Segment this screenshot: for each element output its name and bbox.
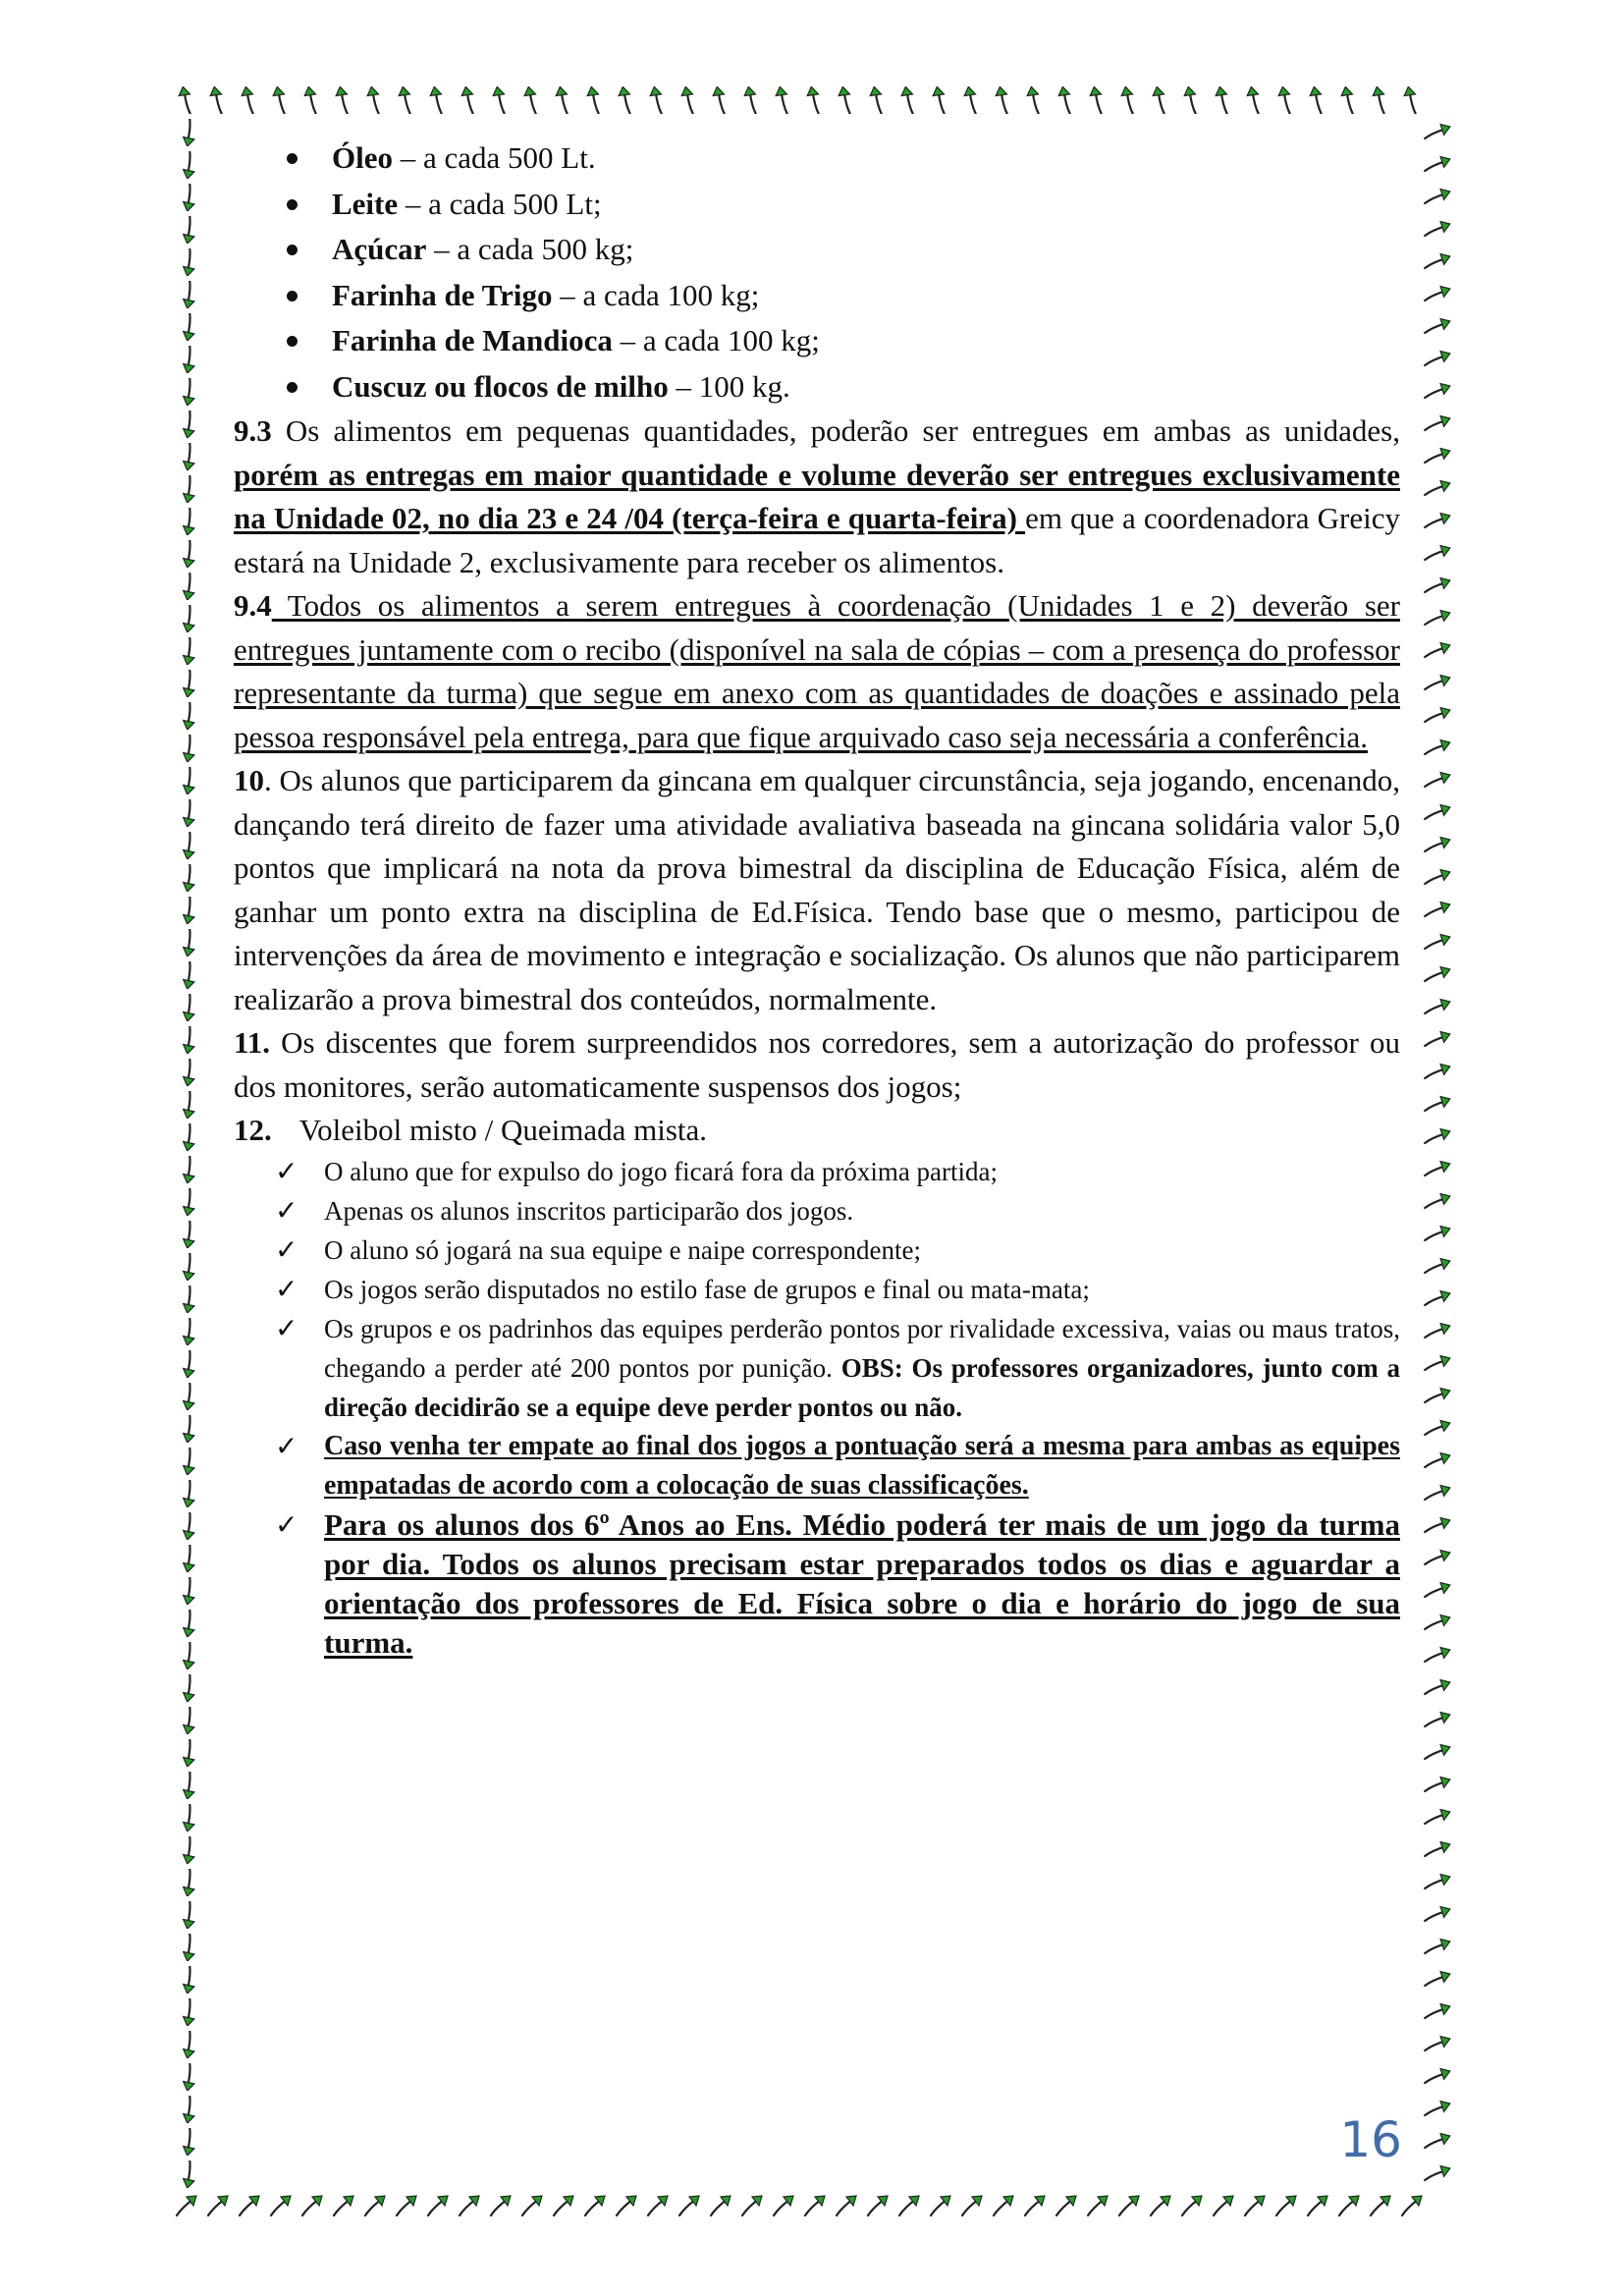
border-arrow-icon xyxy=(1424,994,1451,1021)
border-arrow-icon xyxy=(1424,475,1451,503)
border-arrow-icon xyxy=(487,86,514,114)
check-icon: ✓ xyxy=(275,1508,298,1541)
border-arrow-icon xyxy=(175,2031,202,2058)
border-arrow-icon xyxy=(175,1221,202,1248)
border-arrow-icon xyxy=(770,86,797,114)
food-quantity: – a cada 100 kg; xyxy=(612,323,820,357)
border-arrow-icon xyxy=(1424,605,1451,632)
section-emphasis: porém as entregas em maior quantidade e volume deverão ser entregues exclusivamente na Unidade 02, no dia 23 e 24 /04 (terça-feira e quarta-feira) xyxy=(234,457,1400,535)
border-arrow-icon xyxy=(456,86,483,114)
border-arrow-icon xyxy=(1424,832,1451,859)
border-arrow-icon xyxy=(1424,281,1451,308)
border-arrow-icon xyxy=(175,961,202,989)
bullet-icon xyxy=(287,153,298,164)
border-arrow-icon xyxy=(1335,86,1363,114)
section-11 xyxy=(234,1021,1400,1109)
border-arrow-icon xyxy=(1424,1869,1451,1896)
border-arrow-icon xyxy=(581,86,609,114)
border-arrow-icon xyxy=(175,1253,202,1281)
rule-text: Apenas os alunos inscritos participarão dos jogos. xyxy=(324,1196,854,1226)
border-arrow-icon xyxy=(361,86,389,114)
border-arrow-icon xyxy=(173,86,200,114)
border-arrow-icon xyxy=(1210,86,1237,114)
border-arrow-icon xyxy=(1424,2063,1451,2091)
border-arrow-icon xyxy=(613,2192,640,2219)
border-arrow-icon xyxy=(1241,2192,1269,2219)
border-arrow-icon xyxy=(175,1836,202,1864)
border-arrow-icon xyxy=(1424,1188,1451,1216)
border-arrow-icon xyxy=(676,86,703,114)
border-arrow-icon xyxy=(833,86,860,114)
border-arrow-icon xyxy=(1115,2192,1143,2219)
border-arrow-icon xyxy=(644,2192,672,2219)
section-text: Os alimentos em pequenas quantidades, poderão ser entregues em ambas as unidades, xyxy=(271,413,1400,448)
border-arrow-icon xyxy=(1424,961,1451,989)
border-arrow-icon xyxy=(173,2192,200,2219)
border-arrow-icon xyxy=(864,86,892,114)
border-arrow-icon xyxy=(1424,1545,1451,1572)
border-arrow-icon xyxy=(298,2192,326,2219)
border-arrow-icon xyxy=(175,475,202,503)
check-icon: ✓ xyxy=(275,1194,298,1227)
border-arrow-icon xyxy=(927,2192,954,2219)
border-arrow-icon xyxy=(267,86,295,114)
border-arrow-icon xyxy=(175,1739,202,1767)
border-arrow-icon xyxy=(738,2192,766,2219)
border-arrow-icon xyxy=(990,2192,1017,2219)
border-arrow-icon xyxy=(895,2192,923,2219)
border-arrow-icon xyxy=(298,86,326,114)
border-arrow-icon xyxy=(1424,573,1451,600)
border-arrow-icon xyxy=(175,2160,202,2188)
list-item xyxy=(234,1505,1400,1663)
list-item xyxy=(234,273,1400,319)
border-arrow-icon xyxy=(1424,637,1451,665)
border-arrow-icon xyxy=(1241,86,1269,114)
border-arrow-icon xyxy=(1424,1253,1451,1281)
border-arrow-icon xyxy=(1424,184,1451,211)
border-arrow-icon xyxy=(1084,86,1111,114)
border-arrow-icon xyxy=(175,1642,202,1669)
border-arrow-icon xyxy=(175,605,202,632)
border-arrow-icon xyxy=(175,1285,202,1313)
border-arrow-icon xyxy=(175,216,202,244)
border-arrow-icon xyxy=(204,2192,232,2219)
border-arrow-icon xyxy=(1424,443,1451,470)
border-arrow-icon xyxy=(1424,1123,1451,1151)
border-arrow-icon xyxy=(1424,1318,1451,1345)
section-10 xyxy=(234,759,1400,1021)
border-arrow-icon xyxy=(175,1707,202,1734)
border-arrow-icon xyxy=(1424,1836,1451,1864)
border-arrow-icon xyxy=(175,735,202,762)
bullet-icon xyxy=(287,199,298,210)
border-arrow-icon xyxy=(990,86,1017,114)
bullet-icon xyxy=(287,291,298,301)
border-arrow-icon xyxy=(175,346,202,373)
border-arrow-icon xyxy=(1424,1998,1451,2026)
border-arrow-icon xyxy=(393,2192,420,2219)
food-name: Óleo xyxy=(332,140,393,175)
border-arrow-icon xyxy=(175,1577,202,1605)
border-arrow-icon xyxy=(175,1480,202,1507)
border-arrow-icon xyxy=(175,2096,202,2123)
border-arrow-icon xyxy=(1424,1383,1451,1410)
border-arrow-icon xyxy=(1424,346,1451,373)
border-arrow-icon xyxy=(175,1415,202,1443)
section-text: . Os alunos que participarem da gincana em qualquer circunstância, seja jogando, encenando, dançando terá direito de fazer uma atividade avaliativa baseada na gincana solidária valor 5,0 pontos que implicará na nota da prova bimestral da disciplina de Educação Física, além de ganhar um ponto extra na disciplina de Ed.Física. Tendo base que o mesmo, participou de intervenções da área de movimento e integração e socialização. Os alunos que não participarem realizarão a prova bimestral dos conteúdos, normalmente. xyxy=(234,763,1400,1016)
food-name: Leite xyxy=(332,186,399,221)
page-content xyxy=(234,136,1400,1663)
border-arrow-icon xyxy=(393,86,420,114)
border-arrow-icon xyxy=(175,573,202,600)
border-arrow-icon xyxy=(175,1545,202,1572)
section-number: 12. xyxy=(234,1113,272,1147)
border-arrow-icon xyxy=(550,86,577,114)
border-arrow-icon xyxy=(175,184,202,211)
border-arrow-icon xyxy=(1424,1059,1451,1086)
border-arrow-icon xyxy=(550,2192,577,2219)
border-arrow-icon xyxy=(175,1318,202,1345)
border-arrow-icon xyxy=(175,1610,202,1637)
border-arrow-icon xyxy=(1424,2096,1451,2123)
border-arrow-icon xyxy=(1424,670,1451,697)
border-arrow-icon xyxy=(1424,1285,1451,1313)
food-quantity: – a cada 500 kg; xyxy=(426,232,634,266)
border-arrow-icon xyxy=(175,1966,202,1994)
border-arrow-icon xyxy=(175,670,202,697)
border-arrow-icon xyxy=(518,2192,546,2219)
food-name: Farinha de Mandioca xyxy=(332,323,613,357)
border-arrow-icon xyxy=(1424,1772,1451,1799)
list-item xyxy=(234,182,1400,228)
border-arrow-icon xyxy=(1272,86,1300,114)
border-arrow-icon xyxy=(1424,767,1451,794)
border-arrow-icon xyxy=(1335,2192,1363,2219)
border-arrow-icon xyxy=(958,86,986,114)
rules-list xyxy=(234,1152,1400,1427)
rules-list-emphasis xyxy=(234,1427,1400,1663)
border-arrow-icon xyxy=(864,2192,892,2219)
border-arrow-icon xyxy=(801,86,829,114)
border-arrow-icon xyxy=(1424,1934,1451,1961)
border-arrow-icon xyxy=(1424,313,1451,341)
border-arrow-icon xyxy=(1424,151,1451,179)
border-arrow-icon xyxy=(175,864,202,892)
border-arrow-icon xyxy=(1424,799,1451,827)
border-arrow-icon xyxy=(267,2192,295,2219)
border-arrow-icon xyxy=(1424,1026,1451,1054)
border-arrow-icon xyxy=(175,637,202,665)
border-arrow-icon xyxy=(1424,1577,1451,1605)
bullet-icon xyxy=(287,336,298,347)
border-arrow-icon xyxy=(1304,2192,1331,2219)
section-number: 9.3 xyxy=(234,413,272,448)
section-title: Voleibol misto / Queimada mista. xyxy=(298,1113,708,1147)
border-arrow-icon xyxy=(1084,2192,1111,2219)
food-list xyxy=(234,136,1400,410)
border-arrow-icon xyxy=(927,86,954,114)
border-arrow-icon xyxy=(175,248,202,276)
border-arrow-icon xyxy=(770,2192,797,2219)
section-text: Os discentes que forem surpreendidos nos corredores, sem a autorização do professor ou dos monitores, serão automaticamente suspensos dos jogos; xyxy=(234,1025,1400,1104)
list-item xyxy=(234,1309,1400,1427)
border-arrow-icon xyxy=(1424,897,1451,924)
border-arrow-icon xyxy=(1147,86,1174,114)
border-arrow-icon xyxy=(175,443,202,470)
border-arrow-icon xyxy=(175,1804,202,1831)
list-item xyxy=(234,1427,1400,1505)
rule-note: OBS: Os professores organizadores, junto com a direção decidirão se a equipe deve perder pontos ou não. xyxy=(324,1353,1401,1422)
border-arrow-icon xyxy=(175,767,202,794)
border-arrow-icon xyxy=(1210,2192,1237,2219)
border-arrow-icon xyxy=(1424,2031,1451,2058)
section-number: 9.4 xyxy=(234,588,272,623)
border-arrow-icon xyxy=(330,2192,357,2219)
list-item xyxy=(234,1270,1400,1309)
border-arrow-icon xyxy=(175,994,202,1021)
border-arrow-icon xyxy=(1424,1221,1451,1248)
border-arrow-icon xyxy=(1424,119,1451,146)
border-arrow-icon xyxy=(1424,1901,1451,1929)
border-arrow-icon xyxy=(1424,929,1451,957)
border-arrow-icon xyxy=(1398,86,1426,114)
border-arrow-icon xyxy=(958,2192,986,2219)
border-arrow-icon xyxy=(1147,2192,1174,2219)
rule-text: Os grupos e os padrinhos das equipes perderão pontos por rivalidade excessiva, vaias ou maus tratos, chegando a perder até 200 pontos por punição. xyxy=(324,1314,1400,1383)
border-arrow-icon xyxy=(644,86,672,114)
border-arrow-icon xyxy=(1424,378,1451,406)
border-arrow-icon xyxy=(1424,1966,1451,1994)
border-arrow-icon xyxy=(1424,1674,1451,1702)
border-arrow-icon xyxy=(204,86,232,114)
border-arrow-icon xyxy=(1398,2192,1426,2219)
rule-text: Caso venha ter empate ao final dos jogos a pontuação será a mesma para ambas as equipes empatadas de acordo com a colocação de suas classificações. xyxy=(324,1431,1400,1501)
check-icon: ✓ xyxy=(275,1233,298,1266)
border-arrow-icon xyxy=(175,799,202,827)
border-arrow-icon xyxy=(175,1350,202,1378)
border-arrow-icon xyxy=(1424,1091,1451,1119)
border-arrow-icon xyxy=(175,1188,202,1216)
bullet-icon xyxy=(287,382,298,393)
border-arrow-icon xyxy=(175,702,202,730)
border-arrow-icon xyxy=(361,2192,389,2219)
list-item xyxy=(234,1152,1400,1191)
food-name: Açúcar xyxy=(332,232,427,266)
border-arrow-icon xyxy=(1424,1415,1451,1443)
border-arrow-icon xyxy=(236,86,263,114)
border-arrow-icon xyxy=(330,86,357,114)
border-arrow-icon xyxy=(1424,1804,1451,1831)
list-item xyxy=(234,364,1400,410)
border-arrow-icon xyxy=(676,2192,703,2219)
border-arrow-icon xyxy=(1424,864,1451,892)
border-arrow-icon xyxy=(1053,86,1080,114)
section-text: em que a coordenadora Greicy estará na Unidade 2, exclusivamente para receber os alimentos. xyxy=(234,501,1400,579)
section-9-3 xyxy=(234,410,1400,584)
border-arrow-icon xyxy=(1021,86,1049,114)
border-arrow-icon xyxy=(1021,2192,1049,2219)
rule-text: O aluno que for expulso do jogo ficará fora da próxima partida; xyxy=(324,1157,999,1186)
check-icon: ✓ xyxy=(275,1312,298,1344)
check-icon: ✓ xyxy=(275,1430,298,1462)
section-9-4 xyxy=(234,584,1400,759)
bullet-icon xyxy=(287,245,298,255)
border-arrow-icon xyxy=(175,1674,202,1702)
border-arrow-icon xyxy=(1367,2192,1394,2219)
border-arrow-icon xyxy=(175,832,202,859)
border-arrow-icon xyxy=(1424,1448,1451,1475)
food-quantity: – a cada 500 Lt. xyxy=(393,140,596,175)
border-arrow-icon xyxy=(175,410,202,438)
border-arrow-icon xyxy=(175,1934,202,1961)
list-item xyxy=(234,227,1400,273)
border-arrow-icon xyxy=(175,378,202,406)
border-arrow-icon xyxy=(175,1901,202,1929)
food-name: Farinha de Trigo xyxy=(332,277,553,312)
section-number: 10 xyxy=(234,763,264,797)
border-arrow-icon xyxy=(175,1772,202,1799)
border-arrow-icon xyxy=(1424,1739,1451,1767)
border-arrow-icon xyxy=(1178,86,1206,114)
border-arrow-icon xyxy=(833,2192,860,2219)
list-item xyxy=(234,136,1400,182)
border-arrow-icon xyxy=(175,1123,202,1151)
rule-text: Os jogos serão disputados no estilo fase de grupos e final ou mata-mata; xyxy=(324,1275,1090,1304)
border-arrow-icon xyxy=(1424,540,1451,568)
border-arrow-icon xyxy=(236,2192,263,2219)
border-arrow-icon xyxy=(1424,248,1451,276)
border-arrow-icon xyxy=(518,86,546,114)
border-arrow-icon xyxy=(1424,1610,1451,1637)
border-arrow-icon xyxy=(175,1091,202,1119)
rule-text: Para os alunos dos 6º Anos ao Ens. Médio poderá ter mais de um jogo da turma por dia. Todos os alunos precisam estar preparados todos os dias e aguardar a orientação dos professores de Ed. Física sobre o dia e horário do jogo de sua turma. xyxy=(324,1507,1400,1660)
border-arrow-icon xyxy=(175,1059,202,1086)
border-arrow-icon xyxy=(175,281,202,308)
list-item xyxy=(234,318,1400,364)
border-arrow-icon xyxy=(456,2192,483,2219)
border-arrow-icon xyxy=(613,86,640,114)
list-item xyxy=(234,1191,1400,1230)
border-arrow-icon xyxy=(1424,1512,1451,1540)
border-arrow-icon xyxy=(175,1383,202,1410)
section-12-heading xyxy=(234,1109,1400,1152)
border-arrow-icon xyxy=(487,2192,514,2219)
border-arrow-icon xyxy=(175,897,202,924)
border-arrow-icon xyxy=(1272,2192,1300,2219)
border-arrow-icon xyxy=(175,1026,202,1054)
border-arrow-icon xyxy=(1424,1707,1451,1734)
section-number: 11. xyxy=(234,1025,271,1060)
section-text: Todos os alimentos a serem entregues à coordenação (Unidades 1 e 2) deverão ser entregues juntamente com o recibo (disponível na sala de cópias – com a presença do professor representante da turma) que segue em anexo com as quantidades de doações e assinado pela pessoa responsável pela entrega, para que fique arquivado caso seja necessária a conferência. xyxy=(234,588,1400,754)
border-arrow-icon xyxy=(175,1156,202,1183)
food-quantity: – 100 kg. xyxy=(668,368,790,404)
border-arrow-icon xyxy=(424,86,452,114)
border-arrow-icon xyxy=(707,2192,734,2219)
border-arrow-icon xyxy=(175,119,202,146)
border-arrow-icon xyxy=(1115,86,1143,114)
border-arrow-icon xyxy=(1424,1642,1451,1669)
border-arrow-icon xyxy=(175,929,202,957)
page-number: 16 xyxy=(1339,2111,1402,2168)
border-arrow-icon xyxy=(1178,2192,1206,2219)
border-arrow-icon xyxy=(1424,1350,1451,1378)
border-arrow-icon xyxy=(175,2128,202,2156)
border-arrow-icon xyxy=(581,2192,609,2219)
border-arrow-icon xyxy=(1424,735,1451,762)
border-arrow-icon xyxy=(1424,410,1451,438)
border-arrow-icon xyxy=(175,540,202,568)
border-arrow-icon xyxy=(175,2063,202,2091)
border-arrow-icon xyxy=(801,2192,829,2219)
border-arrow-icon xyxy=(175,151,202,179)
border-arrow-icon xyxy=(1424,2160,1451,2188)
border-arrow-icon xyxy=(424,2192,452,2219)
border-arrow-icon xyxy=(895,86,923,114)
border-arrow-icon xyxy=(175,313,202,341)
list-item xyxy=(234,1230,1400,1270)
border-arrow-icon xyxy=(1424,702,1451,730)
border-arrow-icon xyxy=(1424,2128,1451,2156)
border-arrow-icon xyxy=(175,1512,202,1540)
border-arrow-icon xyxy=(1424,1480,1451,1507)
rule-text: O aluno só jogará na sua equipe e naipe correspondente; xyxy=(324,1235,922,1265)
border-arrow-icon xyxy=(1424,216,1451,244)
food-name: Cuscuz ou flocos de milho xyxy=(332,368,669,404)
check-icon: ✓ xyxy=(275,1273,298,1305)
border-arrow-icon xyxy=(1424,1156,1451,1183)
border-arrow-icon xyxy=(175,1448,202,1475)
border-arrow-icon xyxy=(175,508,202,535)
border-arrow-icon xyxy=(1053,2192,1080,2219)
border-arrow-icon xyxy=(175,1869,202,1896)
food-quantity: – a cada 100 kg; xyxy=(552,277,760,312)
border-arrow-icon xyxy=(1304,86,1331,114)
border-arrow-icon xyxy=(1424,508,1451,535)
border-arrow-icon xyxy=(738,86,766,114)
food-quantity: – a cada 500 Lt; xyxy=(398,186,602,221)
border-arrow-icon xyxy=(1367,86,1394,114)
border-arrow-icon xyxy=(175,1998,202,2026)
check-icon: ✓ xyxy=(275,1155,298,1187)
border-arrow-icon xyxy=(707,86,734,114)
